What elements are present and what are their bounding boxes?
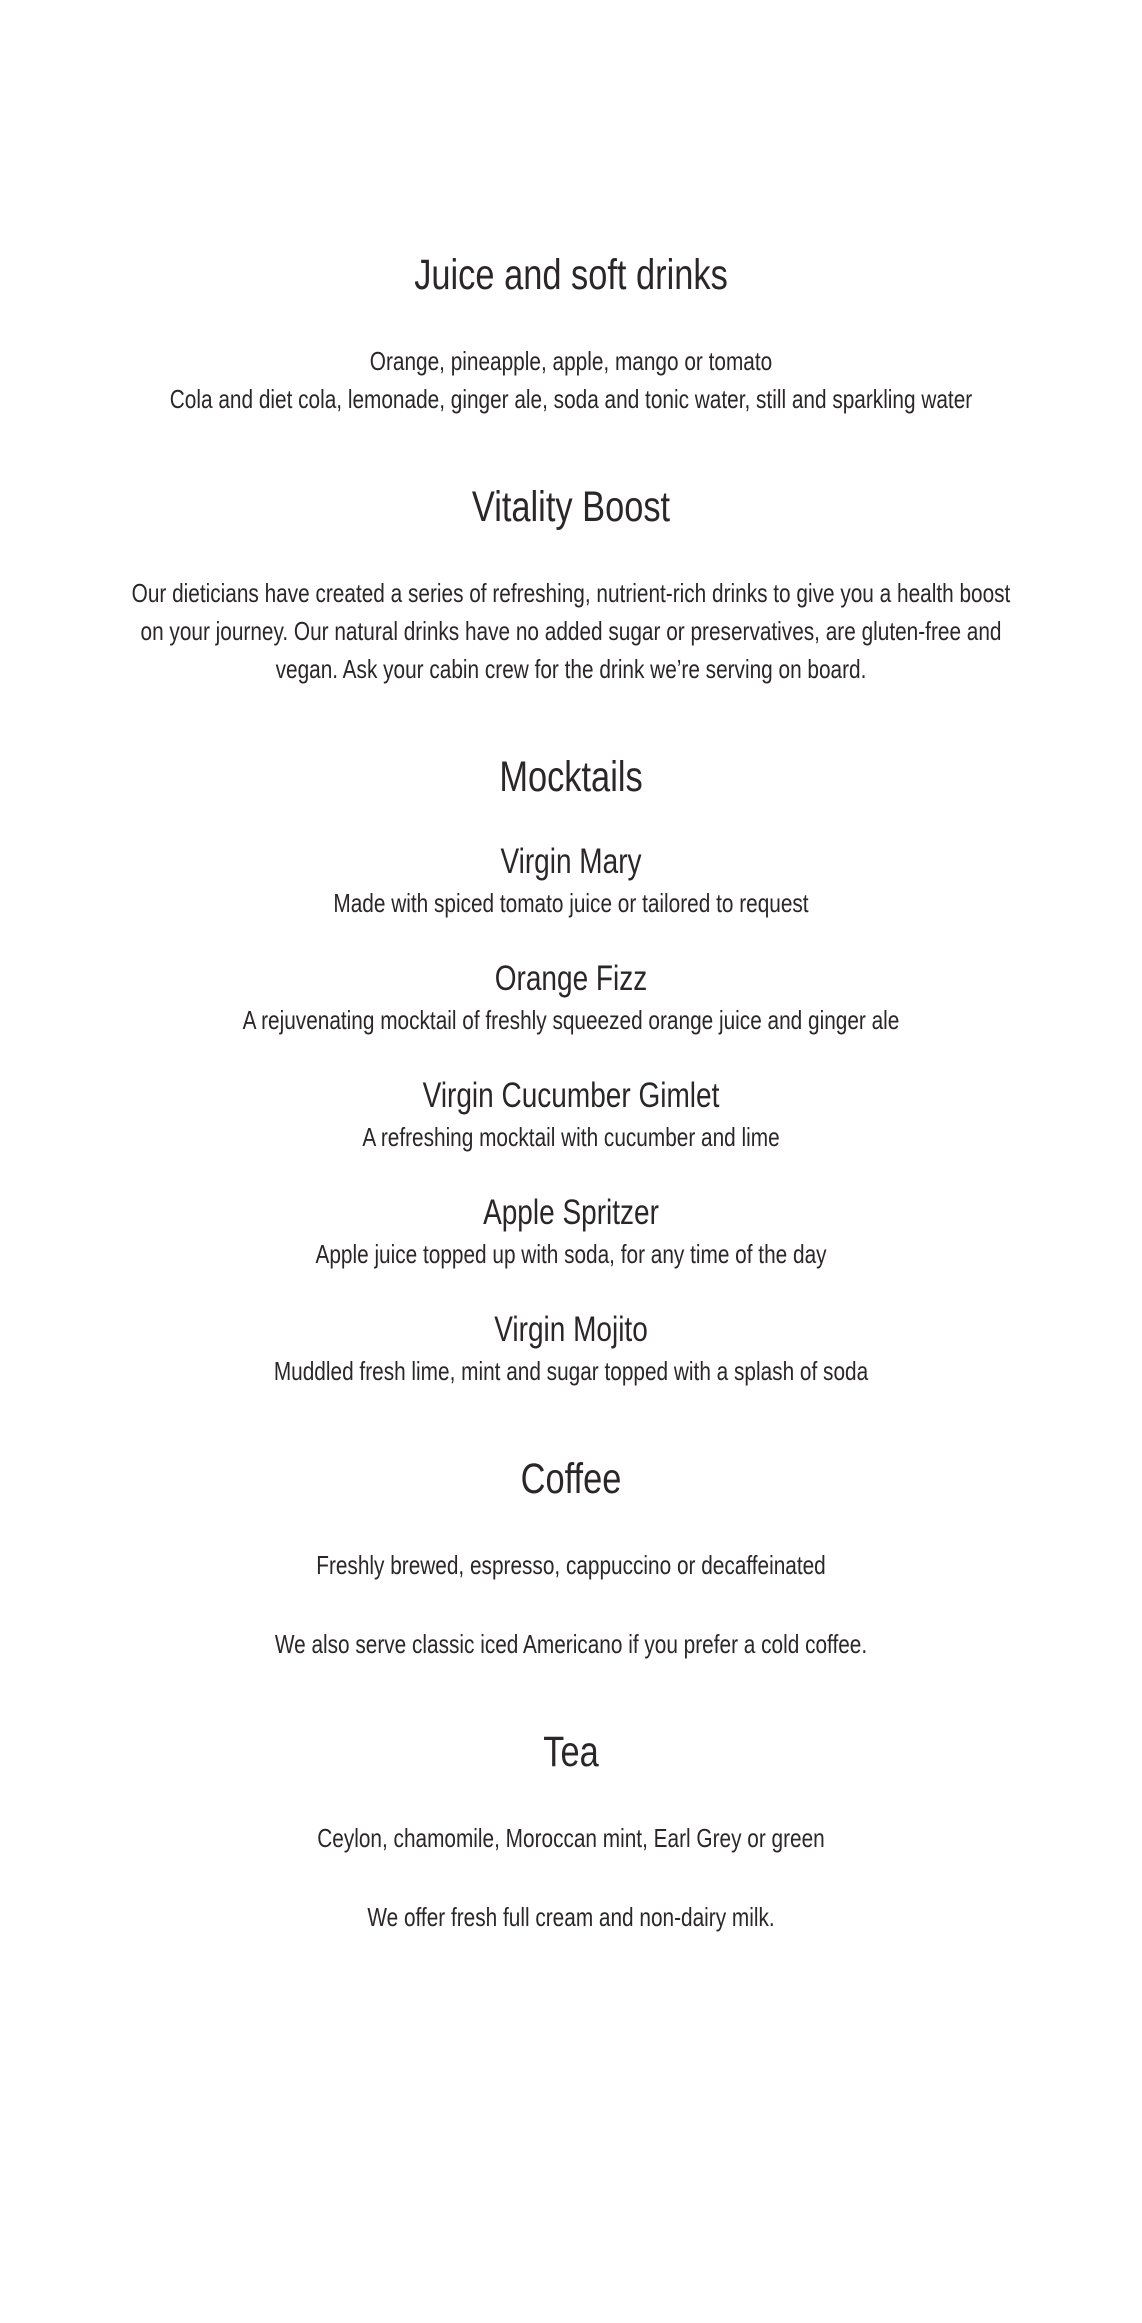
menu-line: We offer fresh full cream and non-dairy milk. — [367, 1902, 775, 1932]
menu-section — [0, 754, 1142, 1390]
section-title: Mocktails — [499, 753, 643, 801]
menu-line: We also serve classic iced Americano if you prefer a cold coffee. — [274, 1629, 868, 1659]
paragraph-group — [0, 342, 1142, 418]
menu-line: Orange, pineapple, apple, mango or tomato — [369, 346, 773, 376]
section-intro: Our dieticians have created a series of refreshing, nutrient-rich drinks to give you a health boost on your journey. Our natural drinks have no added sugar or preservatives, are gluten-free and vegan. Ask your cabin crew for the drink we’re serving on board. — [131, 578, 1011, 684]
item-name: Virgin Cucumber Gimlet — [422, 1076, 720, 1115]
item-description: Made with spiced tomato juice or tailored to request — [333, 888, 809, 918]
menu-item — [0, 1074, 1142, 1156]
menu-item — [0, 957, 1142, 1039]
menu-item — [0, 840, 1142, 922]
item-description: A rejuvenating mocktail of freshly squeezed orange juice and ginger ale — [242, 1005, 900, 1035]
menu-line: Freshly brewed, espresso, cappuccino or decaffeinated — [316, 1550, 826, 1580]
menu-section — [0, 484, 1142, 688]
section-title: Juice and soft drinks — [414, 251, 728, 299]
section-title: Tea — [543, 1728, 599, 1776]
menu-line: Ceylon, chamomile, Moroccan mint, Earl Grey or green — [317, 1823, 825, 1853]
item-description: A refreshing mocktail with cucumber and lime — [362, 1122, 780, 1152]
item-name: Orange Fizz — [494, 959, 648, 998]
paragraph-group — [0, 1819, 1142, 1857]
item-description: Apple juice topped up with soda, for any time of the day — [315, 1239, 827, 1269]
paragraph-group — [0, 1625, 1142, 1663]
item-description: Muddled fresh lime, mint and sugar topped with a splash of soda — [273, 1356, 869, 1386]
menu-section — [0, 1729, 1142, 1936]
paragraph-group — [0, 1898, 1142, 1936]
menu-item — [0, 1191, 1142, 1273]
menu-section — [0, 252, 1142, 418]
paragraph-group — [0, 1546, 1142, 1584]
menu-item — [0, 1308, 1142, 1390]
menu-line: Cola and diet cola, lemonade, ginger ale, soda and tonic water, still and sparkling water — [169, 384, 973, 414]
item-name: Virgin Mojito — [494, 1310, 648, 1349]
item-name: Virgin Mary — [500, 842, 642, 881]
item-name: Apple Spritzer — [483, 1193, 659, 1232]
menu-section — [0, 1456, 1142, 1663]
section-title: Coffee — [520, 1455, 622, 1503]
section-title: Vitality Boost — [471, 483, 671, 531]
